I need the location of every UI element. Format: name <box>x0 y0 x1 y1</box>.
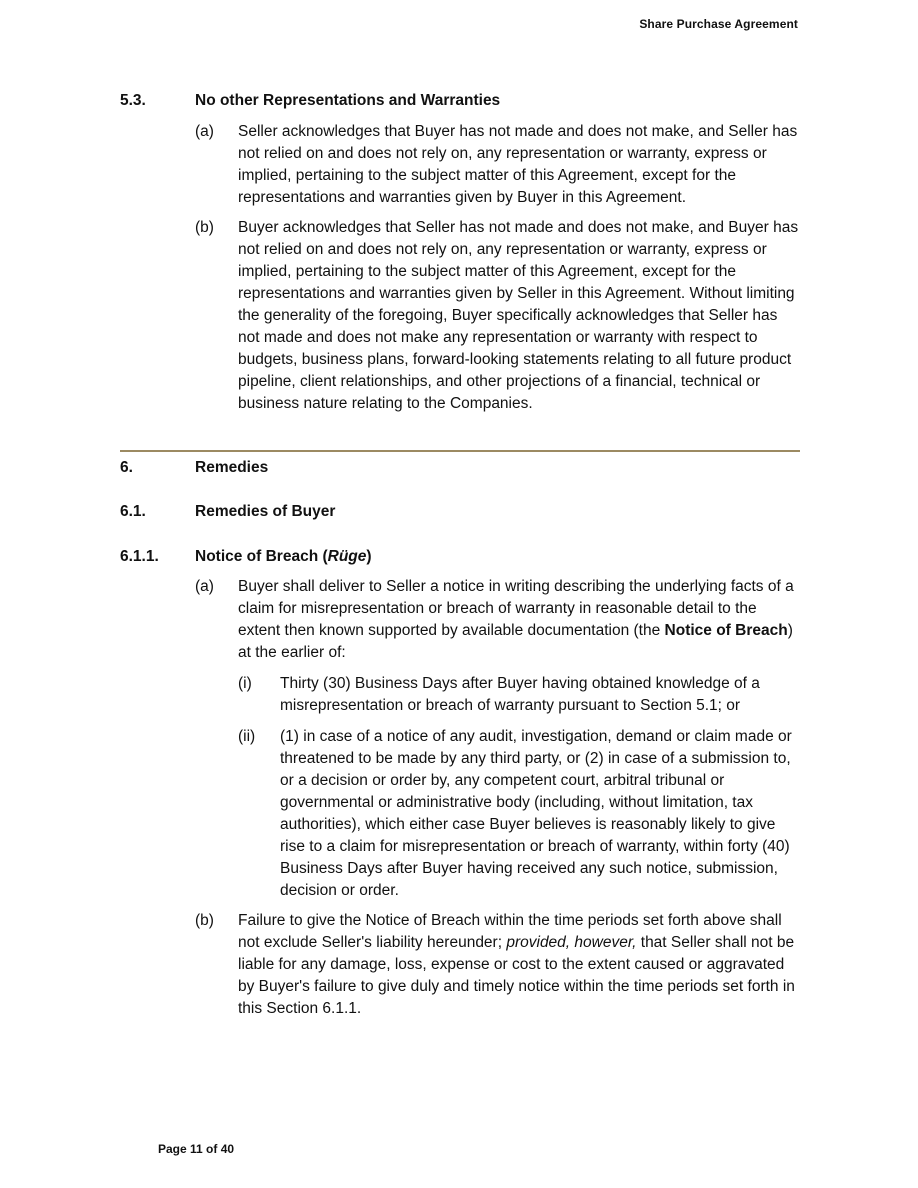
clause-label: (b) <box>195 219 214 236</box>
clause-6-1-1-b <box>120 910 800 1020</box>
clause-text <box>238 578 794 661</box>
clause-text-part: Buyer shall deliver to Seller a notice in writing describing the underlying facts of a claim for misrepresentation or breach of warranty in reasonable detail to the extent then known supported by available documentation (the <box>238 578 794 639</box>
clause-label: (b) <box>195 912 214 929</box>
section-6-1-1-heading <box>120 546 800 568</box>
defined-term: Notice of Breach <box>664 622 788 639</box>
title-prefix: Notice of Breach ( <box>195 548 328 565</box>
section-number: 6.1.1. <box>120 548 159 565</box>
section-5-3-heading <box>120 90 800 112</box>
section-title: Remedies <box>195 459 269 476</box>
clause-6-1-1-a-ii <box>120 726 800 902</box>
clause-label: (a) <box>195 123 214 140</box>
clause-text: Buyer acknowledges that Seller has not made and does not make, and Buyer has not relied on and does not rely on, any representation or warranty, express or implied, pertaining to the subject matter of this Agreement, except for the representations and warranties given by Seller in this Agreement. Without limiting the generality of the foregoing, Buyer specifically acknowledges that Seller has not made and does not make any representation or warranty with respect to budgets, business plans, forward-looking statements relating to all future product pipeline, client relationships, and other projections of a financial, technical or business nature relating to the Companies. <box>238 219 799 412</box>
section-title: Remedies of Buyer <box>195 503 336 520</box>
clause-label: (ii) <box>238 728 256 745</box>
clause-label: (a) <box>195 578 214 595</box>
section-6-1-heading <box>120 501 800 523</box>
clause-6-1-1-a-i <box>120 673 800 717</box>
running-header: Share Purchase Agreement <box>639 17 798 31</box>
clause-text-part: ) at the earlier of: <box>238 622 793 661</box>
page-number: Page 11 of 40 <box>158 1142 235 1156</box>
section-number: 6. <box>120 459 133 476</box>
section-divider <box>120 450 800 452</box>
clause-text <box>238 912 795 1017</box>
document-body <box>120 90 800 1020</box>
section-title: No other Representations and Warranties <box>195 92 501 109</box>
clause-text-part: that Seller shall not be liable for any damage, loss, expense or cost to the extent caused or aggravated by Buyer's failure to give duly and timely notice within the time periods set forth in this Section 6.1.1. <box>238 934 795 1017</box>
clause-label: (i) <box>238 675 252 692</box>
section-number: 6.1. <box>120 503 146 520</box>
clause-text: Thirty (30) Business Days after Buyer having obtained knowledge of a misrepresentation or breach of warranty pursuant to Section 5.1; or <box>280 675 760 714</box>
section-6-heading <box>120 457 800 479</box>
section-title <box>195 546 372 568</box>
clause-5-3-b <box>120 217 800 415</box>
title-italic-term: Rüge <box>327 548 367 565</box>
clause-text: Seller acknowledges that Buyer has not made and does not make, and Seller has not relied on and does not rely on, any representation or warranty, express or implied, pertaining to the subject matter of this Agreement, except for the representations and warranties given by Buyer in this Agreement. <box>238 123 798 206</box>
clause-5-3-a <box>120 121 800 209</box>
title-suffix: ) <box>366 548 372 565</box>
clause-text: (1) in case of a notice of any audit, investigation, demand or claim made or threatened to be made by any third party, or (2) in case of a submission to, or a decision or order by, any competent court, arbitral tribunal or governmental or administrative body (including, without limitation, tax authorities), which either case Buyer believes is reasonably likely to give rise to a claim for misrepresentation or breach of warranty, within forty (40) Business Days after Buyer having received any such notice, submission, decision or order. <box>280 728 792 899</box>
section-number: 5.3. <box>120 92 146 109</box>
clause-text-part: Failure to give the Notice of Breach within the time periods set forth above shall not exclude Seller's liability hereunder; <box>238 912 782 951</box>
clause-6-1-1-a <box>120 576 800 664</box>
italic-phrase: provided, however, <box>506 934 637 951</box>
